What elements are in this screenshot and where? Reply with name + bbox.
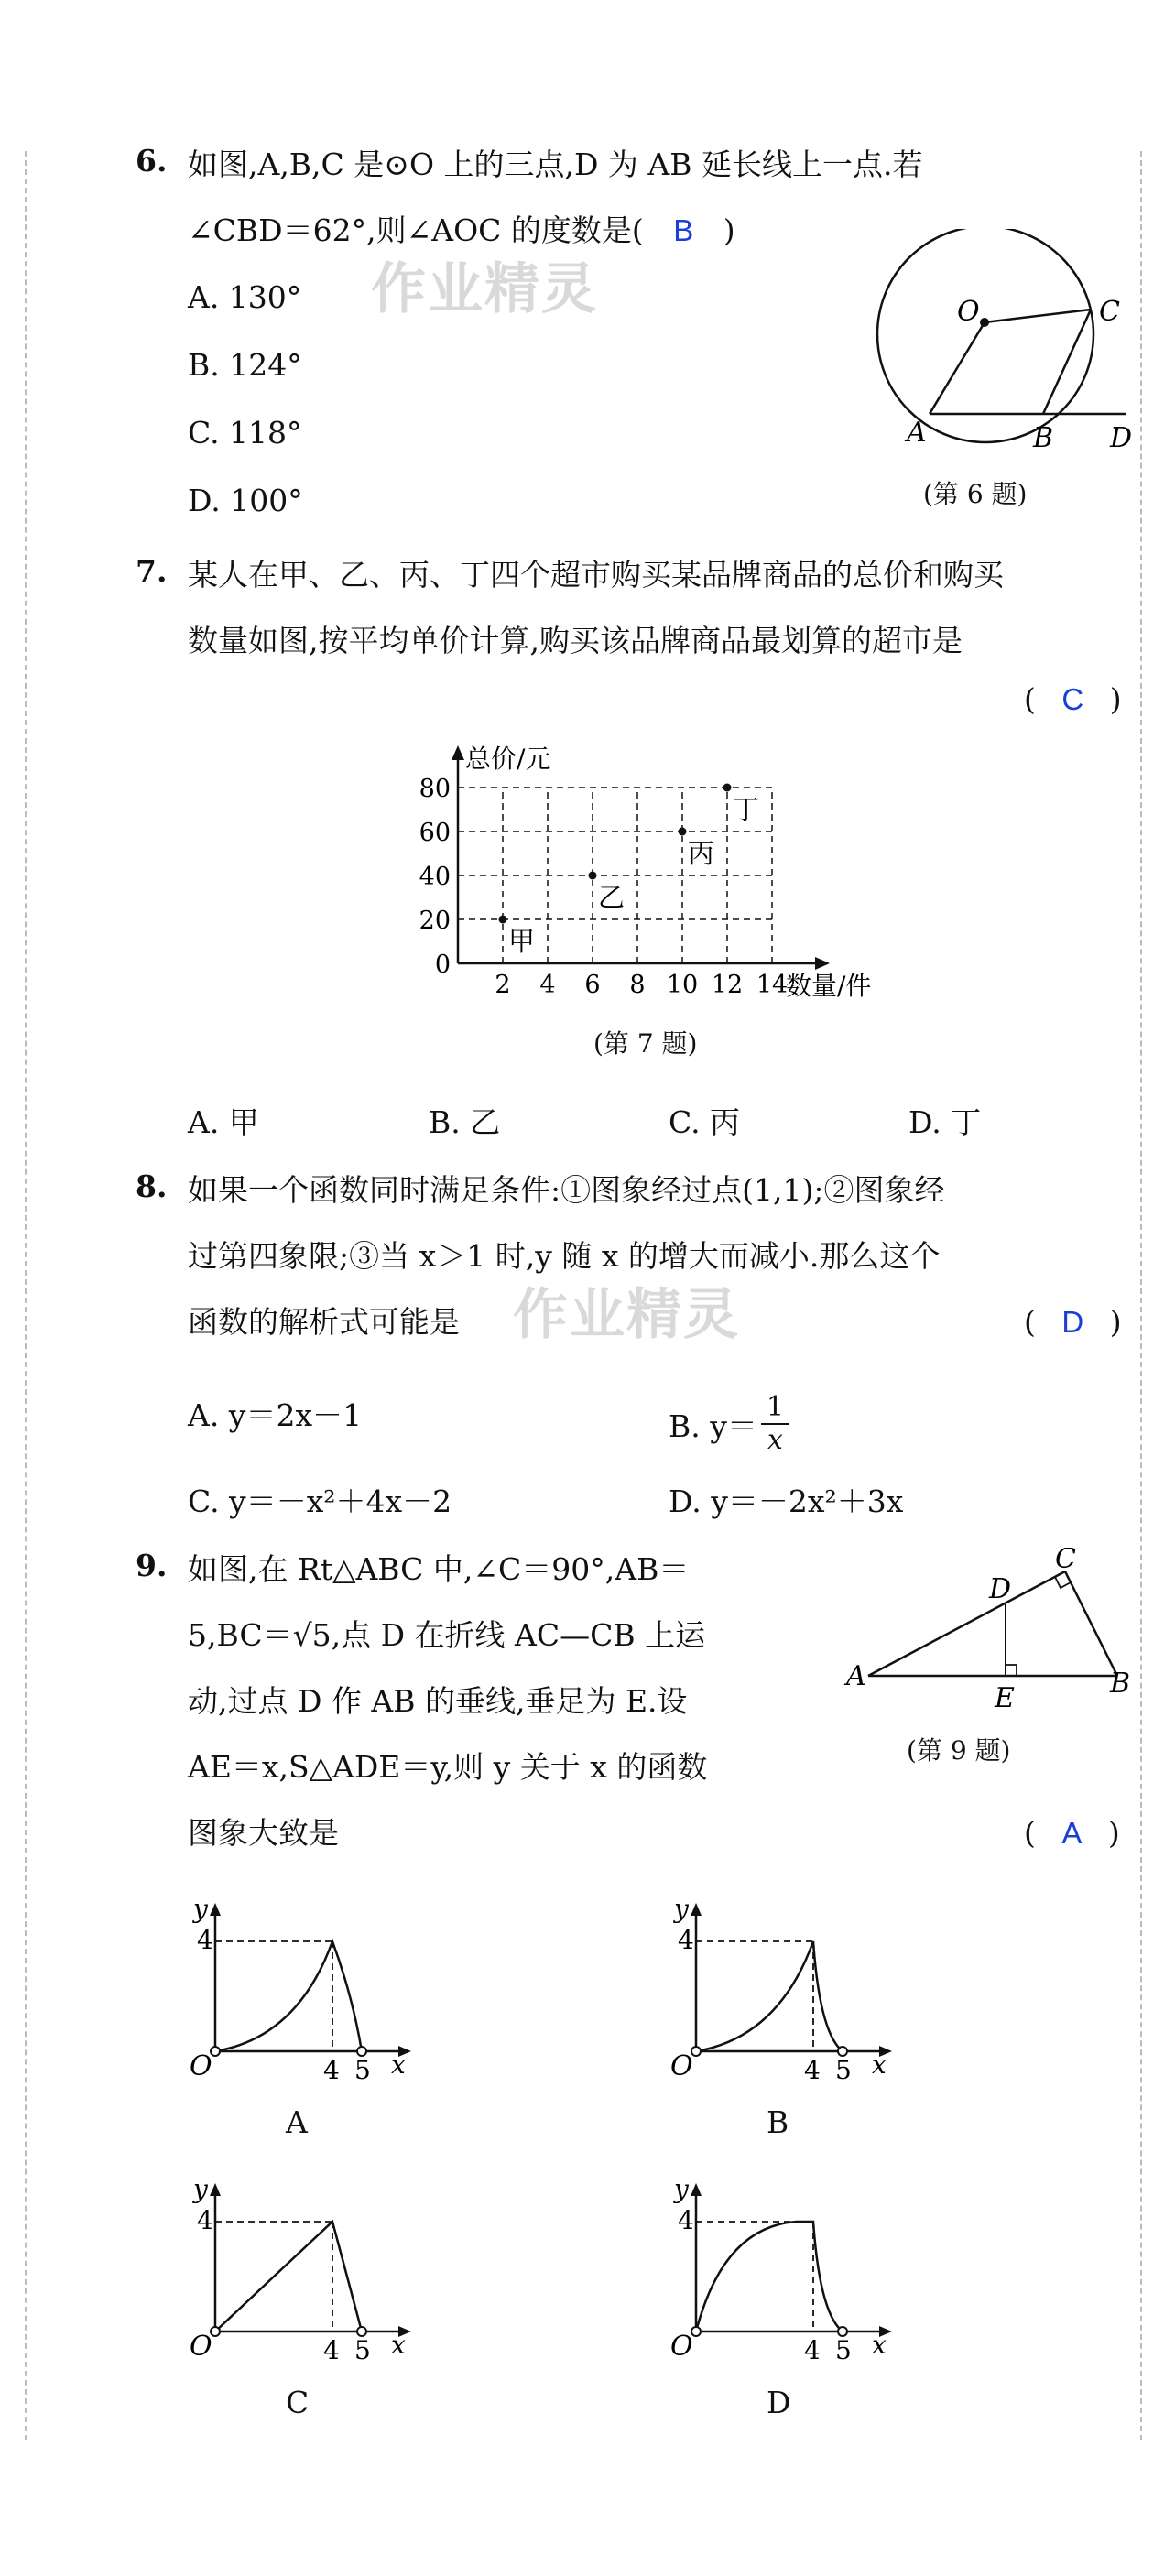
q8-line3: 函数的解析式可能是 xyxy=(188,1304,460,1340)
watermark-2: 作业精灵 xyxy=(513,1283,740,1347)
q8-option-b xyxy=(669,1392,789,1456)
y-label: y xyxy=(193,1896,208,1924)
tick-4-x: 4 xyxy=(323,2055,340,2085)
watermark-1: 作业精灵 xyxy=(371,257,598,321)
x-axis-arrow xyxy=(815,957,830,970)
q6-answer: B xyxy=(673,213,694,247)
label-b: B xyxy=(1110,1668,1131,1700)
q9-graph-c-label: C xyxy=(286,2385,310,2420)
y-label: y xyxy=(674,2176,689,2204)
q8-answer-slot xyxy=(1024,1289,1122,1355)
point-1 xyxy=(589,872,597,880)
label-d: D xyxy=(1110,422,1133,454)
q7-answer: C xyxy=(1061,682,1084,716)
q7-option-a: A. 甲 xyxy=(188,1104,259,1140)
q9-line5: 图象大致是 xyxy=(188,1815,339,1851)
q7-number: 7. xyxy=(136,553,168,589)
q9-graph-b xyxy=(650,1896,916,2088)
q7-line2: 数量如图,按平均单价计算,购买该品牌商品最划算的超市是 xyxy=(188,623,963,658)
q6-stem: ∠CBD＝62°,则∠AOC 的度数是( xyxy=(188,212,644,248)
left-dashed-margin xyxy=(25,151,27,2440)
y-axis-arrow xyxy=(452,745,464,760)
q8-line2: 过第四象限;③当 x＞1 时,y 随 x 的增大而减小.那么这个 xyxy=(188,1238,941,1274)
y-axis-label: 总价/元 xyxy=(465,744,551,774)
q6-option-a: A. 130° xyxy=(188,279,302,315)
label-a: A xyxy=(846,1660,866,1692)
q7-caption: (第 7 题) xyxy=(593,1028,698,1059)
q8-open: ( xyxy=(1024,1304,1036,1340)
y-tick-20: 20 xyxy=(419,907,451,935)
q7-scatter-chart xyxy=(403,740,916,1015)
right-dashed-margin xyxy=(1140,151,1142,2440)
fraction xyxy=(761,1392,789,1456)
tick-4-y: 4 xyxy=(197,2205,213,2235)
y-label: y xyxy=(193,2176,208,2204)
tick-4-y: 4 xyxy=(197,1925,213,1955)
tick-4-x: 4 xyxy=(804,2055,821,2085)
q9-graph-d-label: D xyxy=(767,2385,791,2420)
q6-option-d: D. 100° xyxy=(188,483,303,518)
q9-answer-slot xyxy=(1024,1800,1120,1866)
q7-open: ( xyxy=(1024,681,1036,717)
q9-open: ( xyxy=(1024,1815,1036,1851)
x-label: x xyxy=(872,2330,887,2360)
q8-option-a: A. y＝2x－1 xyxy=(188,1397,363,1433)
x-tick-4: 4 xyxy=(539,971,556,999)
point-label-0: 甲 xyxy=(508,926,536,957)
q8-close: ) xyxy=(1109,1304,1122,1340)
q9-line1: 如图,在 Rt△ABC 中,∠C＝90°,AB＝ xyxy=(188,1551,690,1587)
point-0 xyxy=(499,916,507,924)
q9-close: ) xyxy=(1107,1815,1120,1851)
label-c: C xyxy=(1055,1548,1076,1575)
segment-ac xyxy=(868,1571,1065,1676)
x-tick-2: 2 xyxy=(495,971,511,999)
point-label-1: 乙 xyxy=(598,882,626,913)
q9-graph-d xyxy=(650,2176,916,2368)
q8-option-d: D. y＝－2x²＋3x xyxy=(669,1484,904,1519)
curve xyxy=(696,1941,843,2051)
tick-4-x: 4 xyxy=(323,2335,340,2365)
center-dot xyxy=(980,318,989,327)
q6-option-b: B. 124° xyxy=(188,347,302,383)
q7-answer-slot xyxy=(1024,667,1122,733)
q6-option-c: C. 118° xyxy=(188,415,302,451)
curve xyxy=(215,1941,362,2051)
y-axis-arrow xyxy=(691,2183,702,2196)
q9-triangle-figure xyxy=(843,1548,1136,1722)
label-b: B xyxy=(1033,422,1054,454)
q7-option-b: B. 乙 xyxy=(429,1104,501,1140)
x-tick-8: 8 xyxy=(629,971,646,999)
circle-o xyxy=(877,229,1093,442)
q9-number: 9. xyxy=(136,1548,168,1583)
q8-option-b-prefix: B. y＝ xyxy=(669,1408,757,1444)
q9-answer: A xyxy=(1061,1816,1083,1850)
y-label: y xyxy=(674,1896,689,1924)
tick-5-x: 5 xyxy=(835,2335,852,2365)
y-tick-40: 40 xyxy=(419,863,451,891)
q6-line1: 如图,A,B,C 是⊙O 上的三点,D 为 AB 延长线上一点.若 xyxy=(188,147,923,182)
q9-graph-a xyxy=(169,1896,435,2088)
q7-close: ) xyxy=(1109,681,1122,717)
origin-label: O xyxy=(670,2050,693,2082)
origin-label: O xyxy=(190,2050,212,2082)
segment-cb xyxy=(1065,1571,1117,1676)
q9-line3: 动,过点 D 作 AB 的垂线,垂足为 E.设 xyxy=(188,1683,688,1719)
tick-4-x: 4 xyxy=(804,2335,821,2365)
q9-line4: AE＝x,S△ADE＝y,则 y 关于 x 的函数 xyxy=(188,1749,708,1785)
tick-4-y: 4 xyxy=(678,2205,694,2235)
y-tick-60: 60 xyxy=(419,819,451,847)
q8-option-c: C. y＝－x²＋4x－2 xyxy=(188,1484,452,1519)
x-label: x xyxy=(391,2330,406,2360)
q9-graph-a-label: A xyxy=(286,2104,308,2140)
tick-4-y: 4 xyxy=(678,1925,694,1955)
q8-number: 8. xyxy=(136,1168,168,1204)
point-label-2: 丙 xyxy=(688,838,715,869)
q7-option-d: D. 丁 xyxy=(908,1104,982,1140)
segment-ao xyxy=(930,322,985,414)
label-a: A xyxy=(907,417,927,449)
tick-5-x: 5 xyxy=(835,2055,852,2085)
origin-label: O xyxy=(190,2331,212,2363)
y-tick-0: 0 xyxy=(434,951,451,979)
curve xyxy=(696,2222,843,2331)
label-d: D xyxy=(989,1573,1012,1605)
y-axis-arrow xyxy=(210,2183,221,2196)
q6-line2 xyxy=(188,198,735,264)
x-tick-6: 6 xyxy=(584,971,601,999)
tick-5-x: 5 xyxy=(354,2335,371,2365)
origin-label: O xyxy=(670,2331,693,2363)
chart-grid xyxy=(458,788,772,963)
x-tick-10: 10 xyxy=(666,971,699,999)
q6-caption: (第 6 题) xyxy=(923,479,1028,509)
point-label-3: 丁 xyxy=(733,794,760,825)
x-tick-12: 12 xyxy=(711,971,744,999)
point-2 xyxy=(679,828,687,836)
curve xyxy=(215,2222,362,2331)
fraction-denominator: x xyxy=(767,1424,783,1456)
q6-circle-figure xyxy=(852,229,1154,467)
q8-answer: D xyxy=(1061,1305,1084,1339)
q9-graph-b-label: B xyxy=(767,2104,789,2140)
fraction-numerator: 1 xyxy=(761,1392,789,1425)
q7-line1: 某人在甲、乙、丙、丁四个超市购买某品牌商品的总价和购买 xyxy=(188,557,1004,592)
x-label: x xyxy=(872,2049,887,2080)
label-c: C xyxy=(1099,296,1120,328)
tick-5-x: 5 xyxy=(354,2055,371,2085)
point-3 xyxy=(723,784,732,792)
q9-caption: (第 9 题) xyxy=(907,1735,1011,1766)
q9-line2: 5,BC＝√5,点 D 在折线 AC—CB 上运 xyxy=(188,1617,706,1653)
y-tick-80: 80 xyxy=(419,775,451,803)
q6-number: 6. xyxy=(136,143,168,179)
right-angle-e xyxy=(1006,1665,1017,1676)
q8-line1: 如果一个函数同时满足条件:①图象经过点(1,1);②图象经 xyxy=(188,1172,945,1208)
label-e: E xyxy=(995,1682,1015,1714)
y-axis-arrow xyxy=(210,1903,221,1916)
x-tick-14: 14 xyxy=(756,971,789,999)
x-axis-label: 数量/件 xyxy=(786,971,872,1001)
label-o: O xyxy=(957,296,980,328)
q7-option-c: C. 丙 xyxy=(669,1104,741,1140)
y-axis-arrow xyxy=(691,1903,702,1916)
x-label: x xyxy=(391,2049,406,2080)
q9-graph-c xyxy=(169,2176,435,2368)
data-points xyxy=(499,784,760,958)
segment-oc xyxy=(985,310,1091,322)
segment-cb xyxy=(1043,310,1091,414)
q6-close: ) xyxy=(723,212,735,248)
